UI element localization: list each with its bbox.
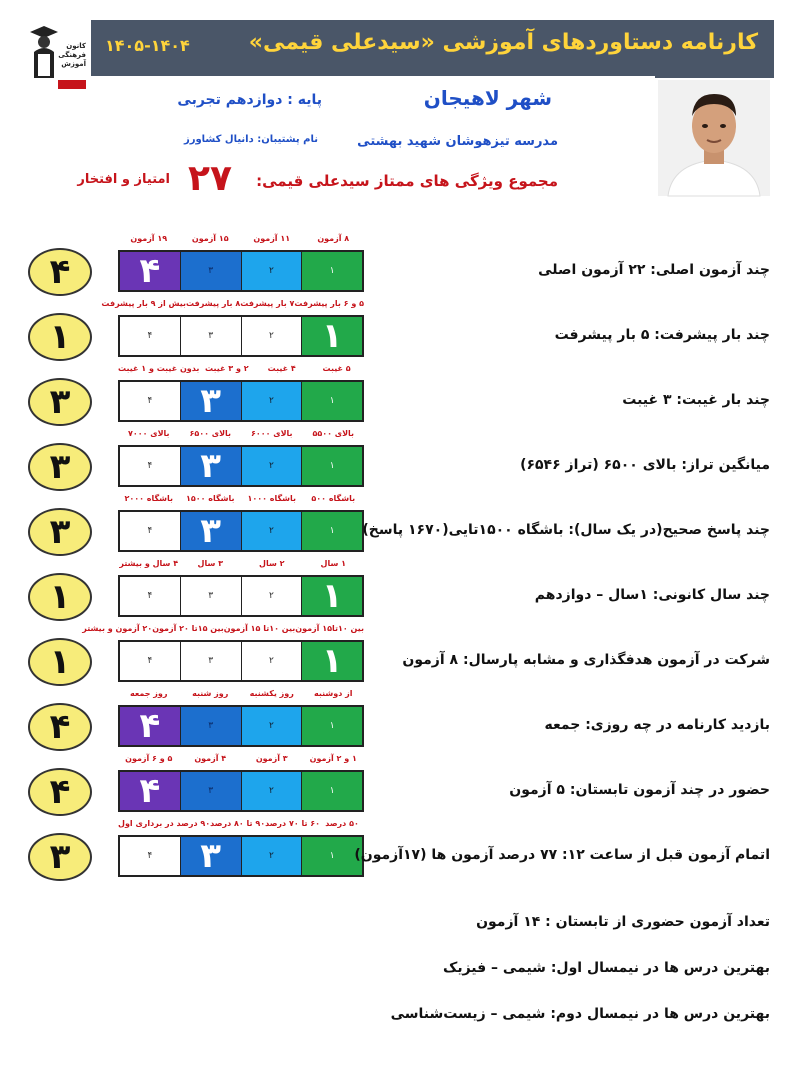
threshold-label: ۷ بار پیشرفت [240, 299, 295, 308]
level-cell: ۲ [241, 252, 302, 290]
row-score-badge: ۳ [28, 378, 92, 426]
threshold-label: ۵ و ۶ آزمون [125, 754, 173, 763]
threshold-label: باشگاه ۲۰۰۰ [124, 494, 174, 503]
threshold-label: ۹۰ تا ۸۰ درصد [210, 819, 266, 828]
achieved-level-cell: ۱ [301, 642, 362, 680]
level-grid [118, 380, 364, 422]
achieved-level-cell: ۳ [180, 382, 241, 420]
title-underline [655, 76, 774, 78]
threshold-label: ۳ آزمون [255, 754, 288, 763]
achieved-level-cell: ۴ [120, 252, 180, 290]
title-banner [91, 20, 774, 76]
threshold-label: ۱ و ۲ آزمون [309, 754, 357, 763]
row-thresholds [118, 819, 364, 831]
achieved-level-cell: ۱ [301, 577, 362, 615]
threshold-label: ۵ غیبت [322, 364, 351, 373]
achieved-level-cell: ۴ [120, 707, 180, 745]
logo-line: کانون [66, 42, 86, 50]
row-score-badge: ۱ [28, 638, 92, 686]
row-score-badge: ۳ [28, 508, 92, 556]
level-cell: ۳ [180, 317, 241, 355]
criterion-label: بازدید کارنامه در چه روزی: جمعه [544, 717, 770, 733]
threshold-label: ۵۰ درصد [325, 819, 359, 828]
threshold-label: بدون غیبت و ۱ غیبت [118, 364, 200, 373]
level-cell: ۳ [180, 772, 241, 810]
row-score-badge: ۱ [28, 573, 92, 621]
threshold-label: باشگاه ۱۵۰۰ [185, 494, 235, 503]
row-score-badge: ۴ [28, 248, 92, 296]
level-cell: ۳ [180, 252, 241, 290]
total-features-value: ۲۷ [188, 158, 232, 199]
logo-line: آموزش [61, 60, 86, 68]
threshold-label: ۱۱ آزمون [253, 234, 291, 243]
level-cell: ۲ [241, 317, 302, 355]
threshold-label: ۹۰ درصد در برداری اول [118, 819, 211, 828]
row-thresholds [118, 559, 364, 571]
level-cell: ۱ [301, 837, 362, 875]
criterion-label: چند سال کانونی: ۱سال – دوازدهم [534, 587, 770, 603]
threshold-label: ۴ آزمون [194, 754, 227, 763]
level-cell: ۲ [241, 382, 302, 420]
threshold-label: باشگاه ۱۰۰۰ [247, 494, 297, 503]
level-grid [118, 640, 364, 682]
achieved-level-cell: ۴ [120, 772, 180, 810]
criterion-label: چند بار پیشرفت: ۵ بار پیشرفت [554, 327, 770, 343]
report-title: کارنامه دستاوردهای آموزشی «سیدعلی قیمی» [248, 30, 758, 55]
supporter-field: نام پشتیبان: دانیال کشاورز [183, 134, 318, 145]
threshold-label: باشگاه ۵۰۰ [311, 494, 356, 503]
row-score-badge: ۱ [28, 313, 92, 361]
level-cell: ۲ [241, 577, 302, 615]
threshold-label: از دوشنبه [314, 689, 353, 698]
achieved-level-cell: ۳ [180, 512, 241, 550]
level-cell: ۴ [120, 317, 180, 355]
level-cell: ۴ [120, 447, 180, 485]
criterion-label: شرکت در آزمون هدفگذاری و مشابه پارسال: ۸ آزمون [402, 652, 770, 668]
level-cell: ۱ [301, 707, 362, 745]
row-thresholds [118, 754, 364, 766]
threshold-label: بین ۱۰تا ۱۵ آزمون [223, 624, 296, 633]
level-cell: ۲ [241, 772, 302, 810]
threshold-label: روز جمعه [130, 689, 168, 698]
threshold-label: ۳ سال [197, 559, 223, 568]
threshold-label: روز شنبه [192, 689, 229, 698]
row-thresholds [118, 689, 364, 701]
criterion-label: چند بار غیبت: ۳ غیبت [622, 392, 770, 408]
criterion-label: حضور در چند آزمون تابستان: ۵ آزمون [509, 782, 770, 798]
level-grid [118, 250, 364, 292]
level-grid [118, 315, 364, 357]
level-cell: ۴ [120, 512, 180, 550]
threshold-label: بیش از ۹ بار پیشرفت [101, 299, 187, 308]
logo-text [58, 42, 86, 78]
threshold-label: ۱۹ آزمون [130, 234, 168, 243]
criterion-label: اتمام آزمون قبل از ساعت ۱۲: ۷۷ درصد آزمون ها (۱۷آزمون) [354, 847, 770, 863]
criterion-label: چند آزمون اصلی: ۲۲ آزمون اصلی [538, 262, 770, 278]
level-cell: ۳ [180, 577, 241, 615]
academic-year: ۱۴۰۵-۱۴۰۴ [105, 36, 190, 55]
threshold-label: بالای ۶۰۰۰ [250, 429, 293, 438]
level-cell: ۳ [180, 642, 241, 680]
level-cell: ۲ [241, 512, 302, 550]
row-score-badge: ۴ [28, 768, 92, 816]
school-field: مدرسه تیزهوشان شهید بهشتی [357, 134, 558, 149]
kanoon-logo [24, 18, 88, 90]
threshold-label: بالای ۶۵۰۰ [189, 429, 232, 438]
threshold-label: ۲۰ آزمون و بیشتر [82, 624, 153, 633]
threshold-label: ۲ و ۳ غیبت [205, 364, 249, 373]
threshold-label: بین ۱۰تا۱۵ آزمون [295, 624, 364, 633]
student-photo [658, 80, 770, 196]
threshold-label: ۴ سال و بیشتر [119, 559, 179, 568]
level-cell: ۲ [241, 707, 302, 745]
level-grid [118, 705, 364, 747]
city-field: شهر لاهیجان [423, 86, 552, 110]
threshold-label: بین ۱۵تا ۲۰ آزمون [152, 624, 224, 633]
level-grid [118, 575, 364, 617]
points-label: امتیاز و افتخار [77, 172, 170, 187]
total-features-label: مجموع ویژگی های ممتاز سیدعلی قیمی: [256, 172, 558, 190]
level-cell: ۱ [301, 382, 362, 420]
level-cell: ۴ [120, 577, 180, 615]
threshold-label: ۱ سال [320, 559, 346, 568]
threshold-label: بالای ۷۰۰۰ [127, 429, 170, 438]
logo-line: قلم‌چی [60, 69, 86, 77]
threshold-label: ۸ بار پیشرفت [186, 299, 241, 308]
row-thresholds [101, 299, 364, 311]
grade-field: پایه : دوازدهم تجربی [177, 92, 322, 108]
row-score-badge: ۳ [28, 833, 92, 881]
threshold-label: بالای ۵۵۰۰ [312, 429, 355, 438]
level-cell: ۲ [241, 837, 302, 875]
threshold-label: روز یکشنبه [249, 689, 294, 698]
row-thresholds [118, 234, 364, 246]
logo-line: فرهنگی [58, 51, 86, 59]
achieved-level-cell: ۱ [301, 317, 362, 355]
footer-line: بهترین درس ها در نیمسال اول: شیمی – فیزیک [442, 960, 770, 976]
row-score-badge: ۳ [28, 443, 92, 491]
level-cell: ۲ [241, 642, 302, 680]
achieved-level-cell: ۳ [180, 447, 241, 485]
criterion-label: چند پاسخ صحیح(در یک سال): باشگاه ۱۵۰۰تایی(۱۶۷۰ پاسخ) [362, 522, 770, 538]
student-portrait-icon [658, 80, 770, 196]
level-cell: ۱ [301, 772, 362, 810]
row-thresholds [118, 364, 364, 376]
level-cell: ۱ [301, 512, 362, 550]
level-cell: ۴ [120, 837, 180, 875]
level-grid [118, 445, 364, 487]
level-cell: ۲ [241, 447, 302, 485]
level-grid [118, 770, 364, 812]
level-cell: ۱ [301, 447, 362, 485]
threshold-label: ۶۰ تا ۷۰ درصد [265, 819, 321, 828]
footer-line: بهترین درس ها در نیمسال دوم: شیمی – زیست‌شناسی [390, 1006, 770, 1022]
threshold-label: ۲ سال [259, 559, 285, 568]
row-thresholds [118, 494, 364, 506]
threshold-label: ۸ آزمون [317, 234, 350, 243]
level-cell: ۴ [120, 382, 180, 420]
row-thresholds [82, 624, 364, 636]
level-cell: ۱ [301, 252, 362, 290]
level-cell: ۳ [180, 707, 241, 745]
threshold-label: ۱۵ آزمون [191, 234, 229, 243]
criterion-label: میانگین تراز: بالای ۶۵۰۰ (تراز ۶۵۴۶) [520, 457, 770, 473]
footer-line: تعداد آزمون حضوری از تابستان : ۱۴ آزمون [476, 914, 770, 930]
level-grid [118, 835, 364, 877]
row-thresholds [118, 429, 364, 441]
level-grid [118, 510, 364, 552]
row-score-badge: ۴ [28, 703, 92, 751]
threshold-label: ۵ و ۶ بار پیشرفت [294, 299, 364, 308]
threshold-label: ۴ غیبت [267, 364, 296, 373]
level-cell: ۴ [120, 642, 180, 680]
achieved-level-cell: ۳ [180, 837, 241, 875]
